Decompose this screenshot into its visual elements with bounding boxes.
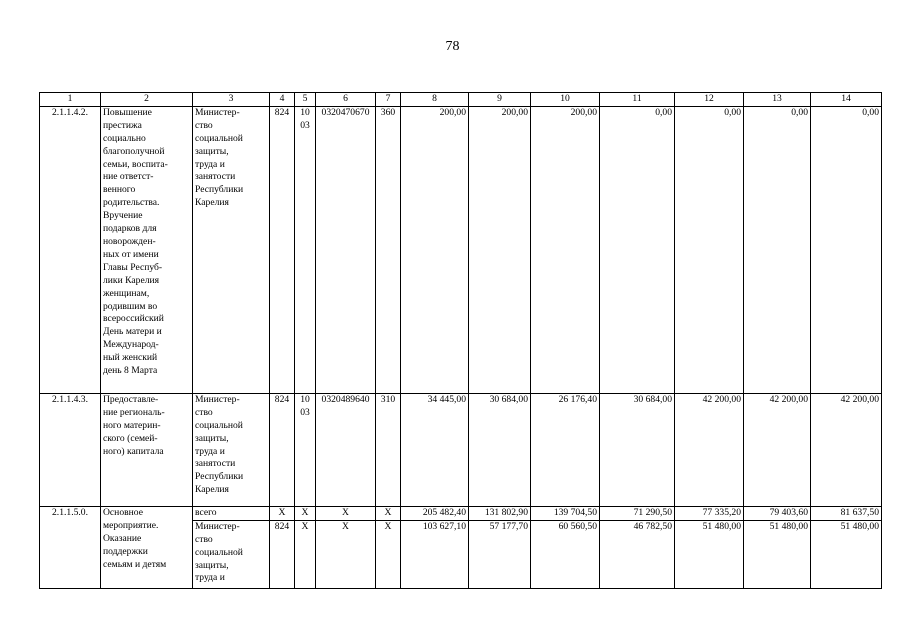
column-header: 11 xyxy=(600,93,675,107)
value-cell: 60 560,50 xyxy=(531,520,600,588)
column-header: 6 xyxy=(316,93,376,107)
value-cell: 77 335,20 xyxy=(675,506,744,520)
column-header: 9 xyxy=(469,93,531,107)
value-cell: 205 482,40 xyxy=(401,506,469,520)
value-cell: 81 637,50 xyxy=(811,506,882,520)
row-code: 2.1.1.4.2. xyxy=(40,106,101,393)
target-article-code: 0320470670 xyxy=(316,106,376,393)
target-article-code: X xyxy=(316,506,376,520)
value-cell: 42 200,00 xyxy=(675,393,744,506)
value-cell: 46 782,50 xyxy=(600,520,675,588)
value-cell: 30 684,00 xyxy=(469,393,531,506)
page-number: 78 xyxy=(445,39,460,54)
value-cell: 51 480,00 xyxy=(811,520,882,588)
value-cell: 0,00 xyxy=(600,106,675,393)
column-header: 12 xyxy=(675,93,744,107)
column-header: 10 xyxy=(531,93,600,107)
expense-type-code: X xyxy=(376,506,401,520)
value-cell: 200,00 xyxy=(401,106,469,393)
value-cell: 200,00 xyxy=(469,106,531,393)
value-cell: 30 684,00 xyxy=(600,393,675,506)
section-code: 10 03 xyxy=(295,393,316,506)
target-article-code: X xyxy=(316,520,376,588)
value-cell: 34 445,00 xyxy=(401,393,469,506)
value-cell: 51 480,00 xyxy=(675,520,744,588)
executor: Министер- ство социальной защиты, труда и xyxy=(193,520,270,588)
value-cell: 57 177,70 xyxy=(469,520,531,588)
column-header: 2 xyxy=(101,93,193,107)
expense-type-code: X xyxy=(376,520,401,588)
column-header: 3 xyxy=(193,93,270,107)
value-cell: 139 704,50 xyxy=(531,506,600,520)
value-cell: 51 480,00 xyxy=(744,520,811,588)
measure-name: Предоставле- ние региональ- ного материн- ского (семей- ного) капитала xyxy=(101,393,193,506)
value-cell: 0,00 xyxy=(744,106,811,393)
column-header: 7 xyxy=(376,93,401,107)
executor: Министер- ство социальной защиты, труда и занятости Республики Карелия xyxy=(193,393,270,506)
executor: Министер- ство социальной защиты, труда и занятости Республики Карелия xyxy=(193,106,270,393)
value-cell: 200,00 xyxy=(531,106,600,393)
executor: всего xyxy=(193,506,270,520)
row-code: 2.1.1.4.3. xyxy=(40,393,101,506)
value-cell: 42 200,00 xyxy=(744,393,811,506)
table-row xyxy=(40,106,882,393)
value-cell: 26 176,40 xyxy=(531,393,600,506)
value-cell: 71 290,50 xyxy=(600,506,675,520)
value-cell: 0,00 xyxy=(675,106,744,393)
column-header: 14 xyxy=(811,93,882,107)
admin-code: X xyxy=(270,506,295,520)
admin-code: 824 xyxy=(270,106,295,393)
column-header: 5 xyxy=(295,93,316,107)
section-code: 10 03 xyxy=(295,106,316,393)
table-row xyxy=(40,506,882,520)
row-code: 2.1.1.5.0. xyxy=(40,506,101,588)
column-header: 13 xyxy=(744,93,811,107)
column-number-row xyxy=(40,93,882,107)
table-row xyxy=(40,393,882,506)
budget-table xyxy=(39,92,882,589)
section-code: X xyxy=(295,506,316,520)
column-header: 1 xyxy=(40,93,101,107)
value-cell: 79 403,60 xyxy=(744,506,811,520)
expense-type-code: 310 xyxy=(376,393,401,506)
admin-code: 824 xyxy=(270,520,295,588)
section-code: X xyxy=(295,520,316,588)
measure-name: Основное мероприятие. Оказание поддержки семьям и детям xyxy=(101,506,193,588)
expense-type-code: 360 xyxy=(376,106,401,393)
target-article-code: 0320489640 xyxy=(316,393,376,506)
measure-name: Повышение престижа социально благополучной семьи, воспита- ние ответст- венного родительства. Вручение подарков для новорожден- ных от имени Главы Респуб- лики Карелия женщинам, родившим во всероссийский День матери и Международ- ный женский день 8 Марта xyxy=(101,106,193,393)
value-cell: 103 627,10 xyxy=(401,520,469,588)
column-header: 4 xyxy=(270,93,295,107)
value-cell: 42 200,00 xyxy=(811,393,882,506)
value-cell: 131 802,90 xyxy=(469,506,531,520)
value-cell: 0,00 xyxy=(811,106,882,393)
admin-code: 824 xyxy=(270,393,295,506)
column-header: 8 xyxy=(401,93,469,107)
